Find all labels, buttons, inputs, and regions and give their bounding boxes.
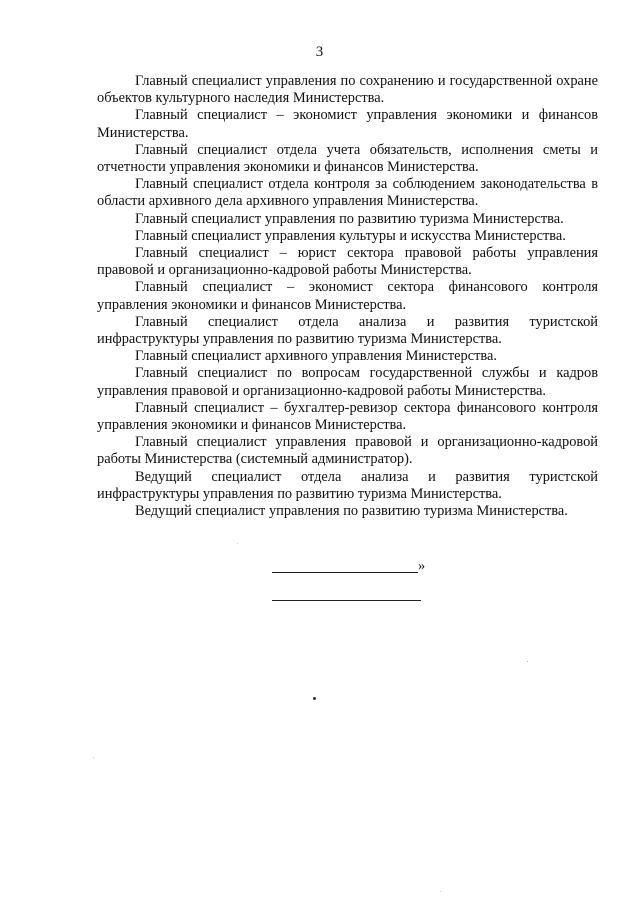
position-item: Главный специалист по вопросам государственной службы и кадров управления правовой и организационно-кадровой работы Министерства. — [97, 365, 598, 399]
scan-speck — [440, 891, 441, 892]
separator-line — [272, 600, 421, 601]
page-number: 3 — [315, 44, 324, 60]
closing-line — [272, 572, 418, 573]
position-item: Главный специалист отдела контроля за соблюдением законодательства в области архивного дела архивного управления Министерства. — [97, 176, 598, 210]
scan-speck — [237, 543, 238, 544]
position-item: Главный специалист управления культуры и искусства Министерства. — [135, 227, 566, 244]
position-item: Главный специалист управления по сохранению и государственной охране объектов культурного наследия Министерства. — [97, 73, 598, 107]
closing-quote-mark: » — [418, 558, 426, 574]
scan-speck — [527, 661, 528, 662]
position-item: Главный специалист управления правовой и организационно-кадровой работы Министерства (системный администратор). — [97, 434, 598, 468]
position-item: Ведущий специалист отдела анализа и развития туристской инфраструктуры управления по развитию туризма Министерства. — [97, 468, 598, 502]
position-item: Главный специалист управления по развитию туризма Министерства. — [135, 210, 564, 227]
position-list — [97, 73, 598, 520]
position-item: Главный специалист – экономист сектора финансового контроля управления экономики и финансов Министерства. — [97, 279, 598, 313]
scan-speck — [313, 697, 316, 700]
position-item: Ведущий специалист управления по развитию туризма Министерства. — [135, 503, 568, 520]
position-item: Главный специалист отдела анализа и развития туристской инфраструктуры управления по развитию туризма Министерства. — [97, 313, 598, 348]
position-item: Главный специалист – бухгалтер-ревизор сектора финансового контроля управления экономики и финансов Министерства. — [97, 399, 598, 434]
position-item: Главный специалист – экономист управления экономики и финансов Министерства. — [97, 107, 598, 141]
position-item: Главный специалист отдела учета обязательств, исполнения сметы и отчетности управления экономики и финансов Министерства. — [97, 141, 598, 176]
position-item: Главный специалист архивного управления Министерства. — [135, 348, 498, 365]
scan-speck — [93, 757, 94, 758]
position-item: Главный специалист – юрист сектора правовой работы управления правовой и организационно-кадровой работы Министерства. — [97, 245, 598, 279]
